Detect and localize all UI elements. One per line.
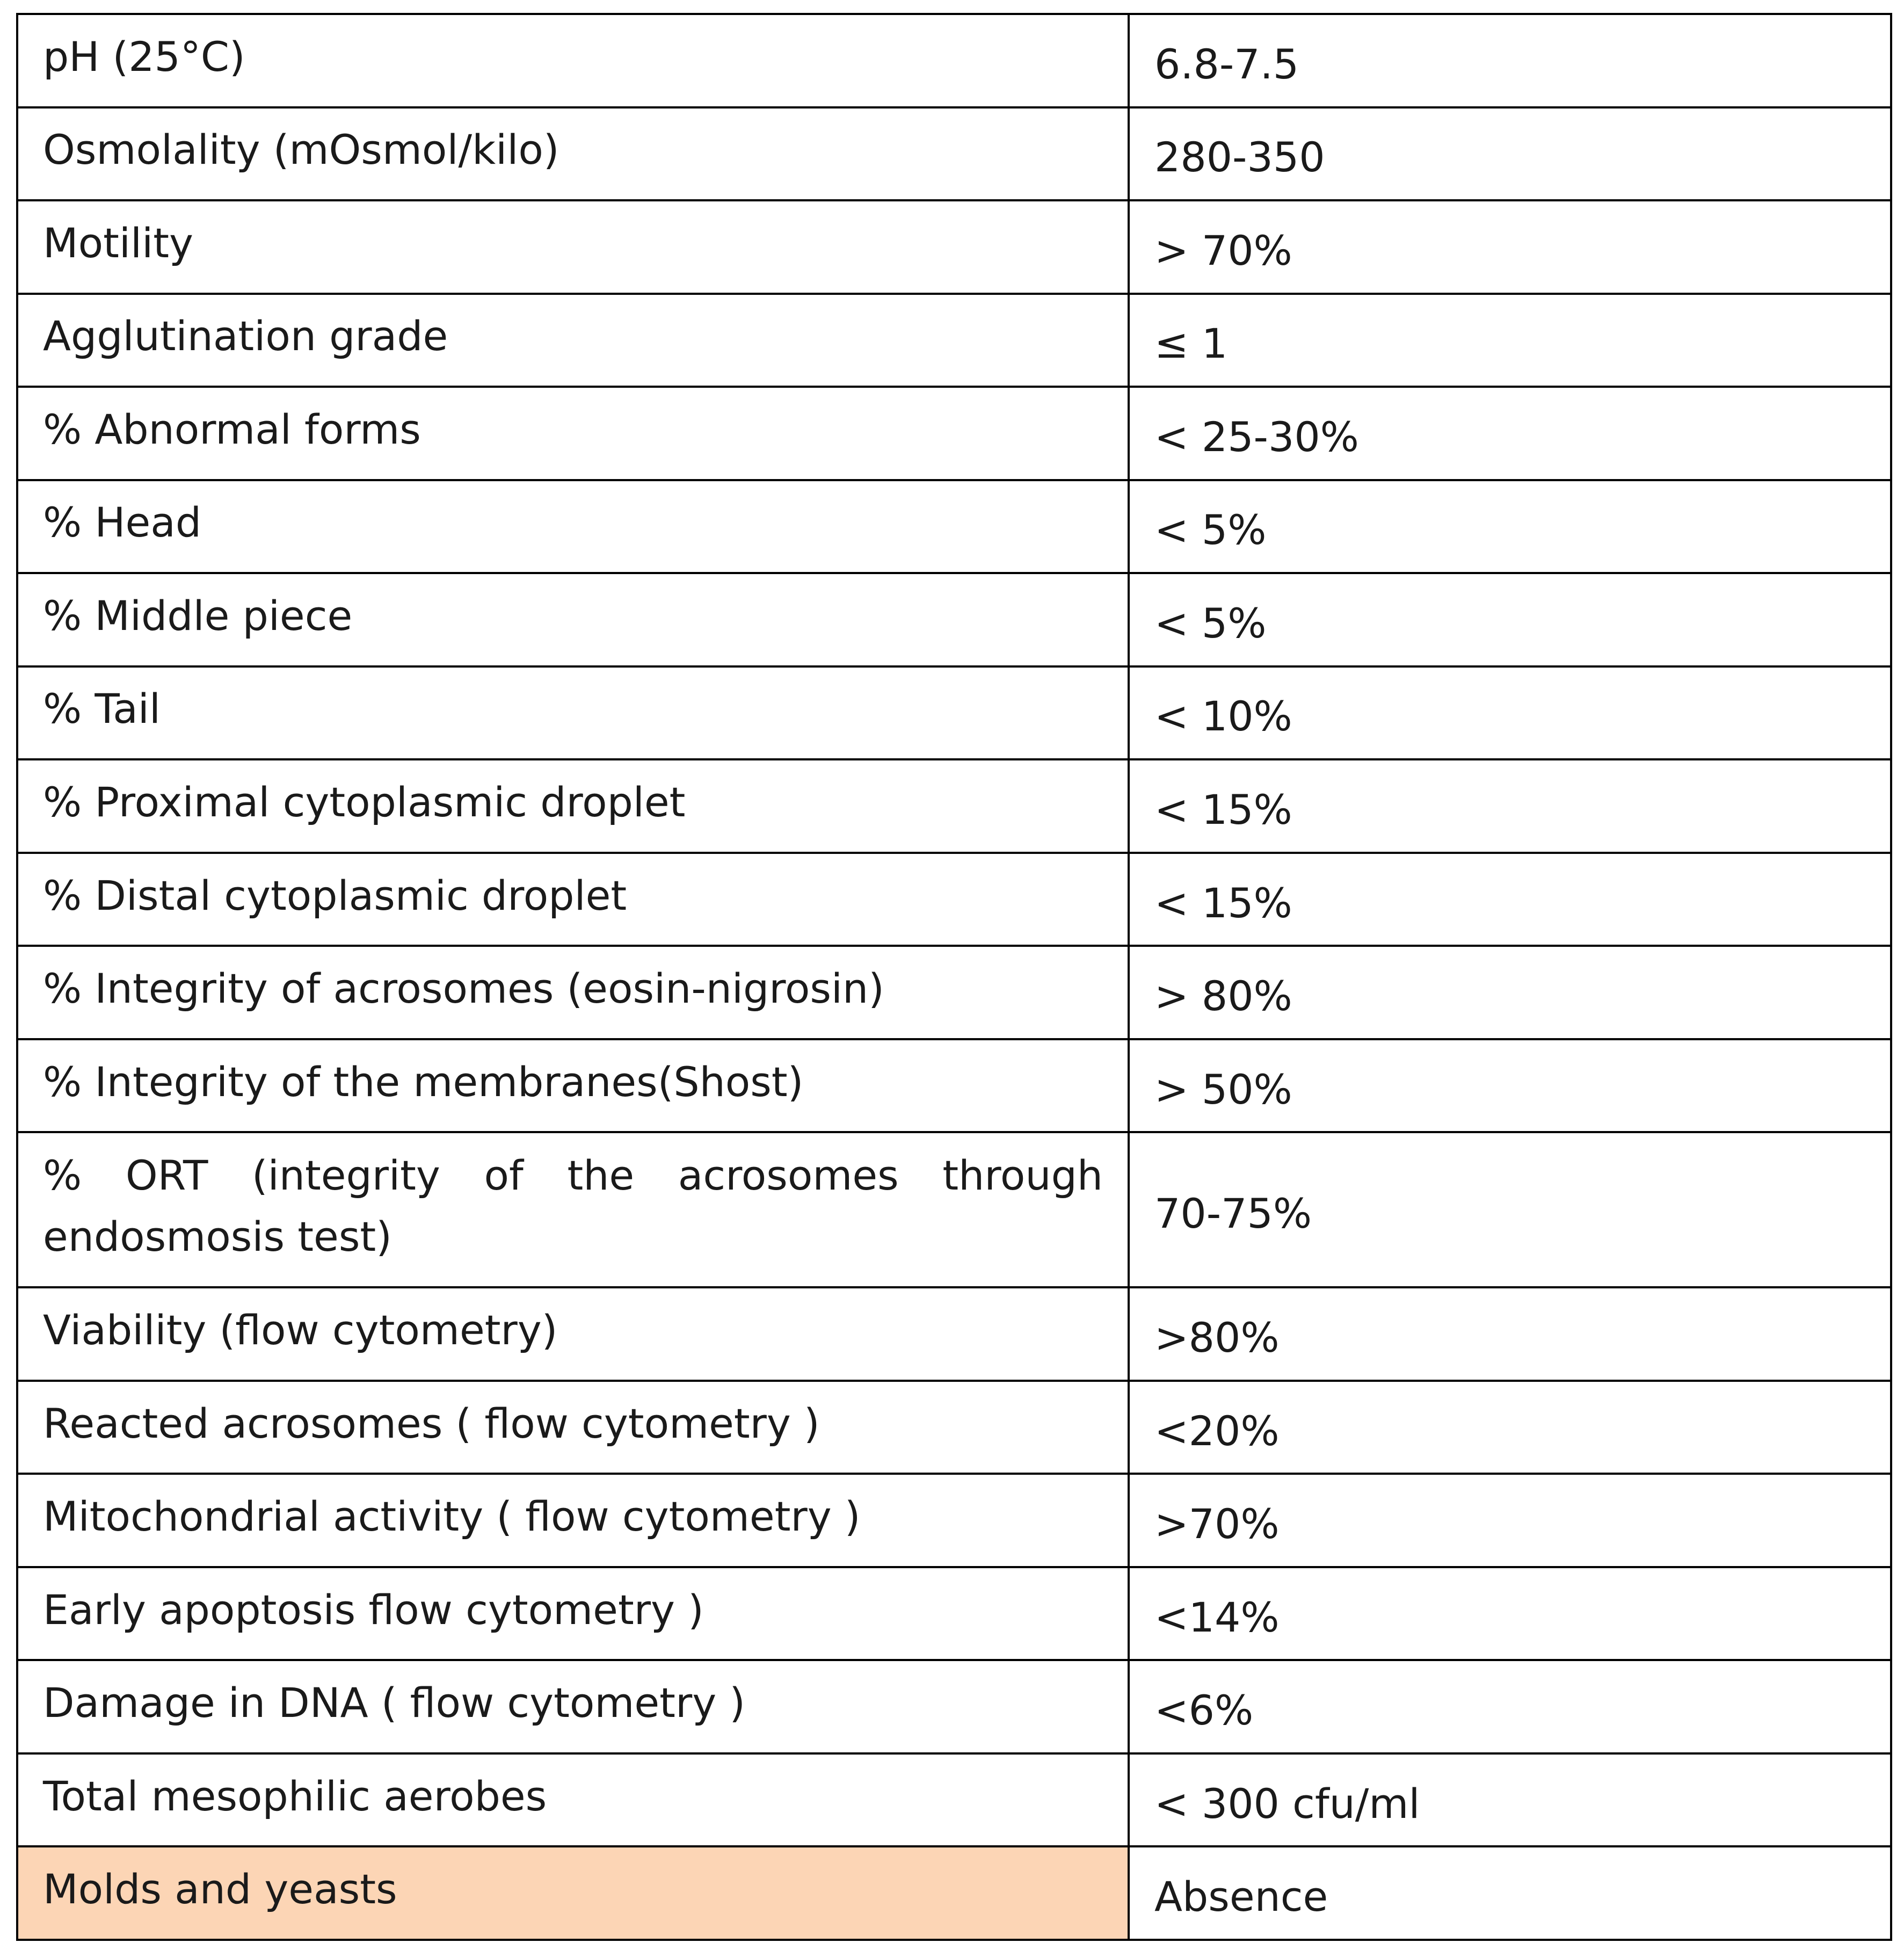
value-cell: < 15% — [1129, 759, 1891, 853]
parameter-cell: Agglutination grade — [17, 294, 1129, 387]
parameter-cell: Motility — [17, 200, 1129, 294]
table-row — [17, 1381, 1891, 1474]
table-row — [17, 1567, 1891, 1661]
value-cell: <6% — [1129, 1660, 1891, 1753]
parameter-cell: Damage in DNA ( flow cytometry ) — [17, 1660, 1129, 1753]
table-row-highlighted — [17, 1846, 1891, 1940]
parameter-cell: Viability (flow cytometry) — [17, 1287, 1129, 1381]
parameter-cell: % Abnormal forms — [17, 387, 1129, 480]
value-cell: < 15% — [1129, 853, 1891, 946]
parameter-cell: % Proximal cytoplasmic droplet — [17, 759, 1129, 853]
parameter-cell: Osmolality (mOsmol/kilo) — [17, 107, 1129, 201]
value-cell: 280-350 — [1129, 107, 1891, 201]
table-row — [17, 853, 1891, 946]
value-cell: > 70% — [1129, 200, 1891, 294]
table-row — [17, 387, 1891, 480]
value-cell: >80% — [1129, 1287, 1891, 1381]
table-row — [17, 107, 1891, 201]
parameter-cell: % Middle piece — [17, 573, 1129, 666]
table-row — [17, 1039, 1891, 1133]
parameter-cell: % Distal cytoplasmic droplet — [17, 853, 1129, 946]
table-row — [17, 1287, 1891, 1381]
value-cell: <14% — [1129, 1567, 1891, 1661]
table-row — [17, 480, 1891, 574]
parameter-cell: Reacted acrosomes ( flow cytometry ) — [17, 1381, 1129, 1474]
value-cell: < 5% — [1129, 480, 1891, 574]
value-cell: >70% — [1129, 1474, 1891, 1567]
value-cell: < 300 cfu/ml — [1129, 1753, 1891, 1847]
parameter-cell: % Integrity of the membranes(Shost) — [17, 1039, 1129, 1133]
table-row — [17, 1132, 1891, 1287]
table-row — [17, 573, 1891, 666]
value-cell: < 25-30% — [1129, 387, 1891, 480]
parameter-cell: % Integrity of acrosomes (eosin-nigrosin) — [17, 946, 1129, 1039]
value-cell: < 5% — [1129, 573, 1891, 666]
value-cell: > 50% — [1129, 1039, 1891, 1133]
parameter-cell: % Tail — [17, 666, 1129, 760]
value-cell: 6.8-7.5 — [1129, 14, 1891, 107]
value-cell: Absence — [1129, 1846, 1891, 1940]
value-cell: > 80% — [1129, 946, 1891, 1039]
parameter-cell: pH (25°C) — [17, 14, 1129, 107]
parameter-cell-highlighted: Molds and yeasts — [17, 1846, 1129, 1940]
table-row — [17, 294, 1891, 387]
table-row — [17, 759, 1891, 853]
table-row — [17, 666, 1891, 760]
parameter-cell: Early apoptosis flow cytometry ) — [17, 1567, 1129, 1661]
parameters-table — [16, 13, 1892, 1941]
value-cell: <20% — [1129, 1381, 1891, 1474]
value-cell: < 10% — [1129, 666, 1891, 760]
parameter-cell: % Head — [17, 480, 1129, 574]
parameter-cell: Mitochondrial activity ( flow cytometry ) — [17, 1474, 1129, 1567]
table-row — [17, 1753, 1891, 1847]
table-row — [17, 1660, 1891, 1753]
value-cell: 70-75% — [1129, 1132, 1891, 1287]
table-row — [17, 946, 1891, 1039]
table-row — [17, 1474, 1891, 1567]
value-cell: ≤ 1 — [1129, 294, 1891, 387]
table-row — [17, 200, 1891, 294]
parameter-cell: % ORT (integrity of the acrosomes through endosmosis test) — [17, 1132, 1129, 1287]
parameter-cell: Total mesophilic aerobes — [17, 1753, 1129, 1847]
table-row — [17, 14, 1891, 107]
